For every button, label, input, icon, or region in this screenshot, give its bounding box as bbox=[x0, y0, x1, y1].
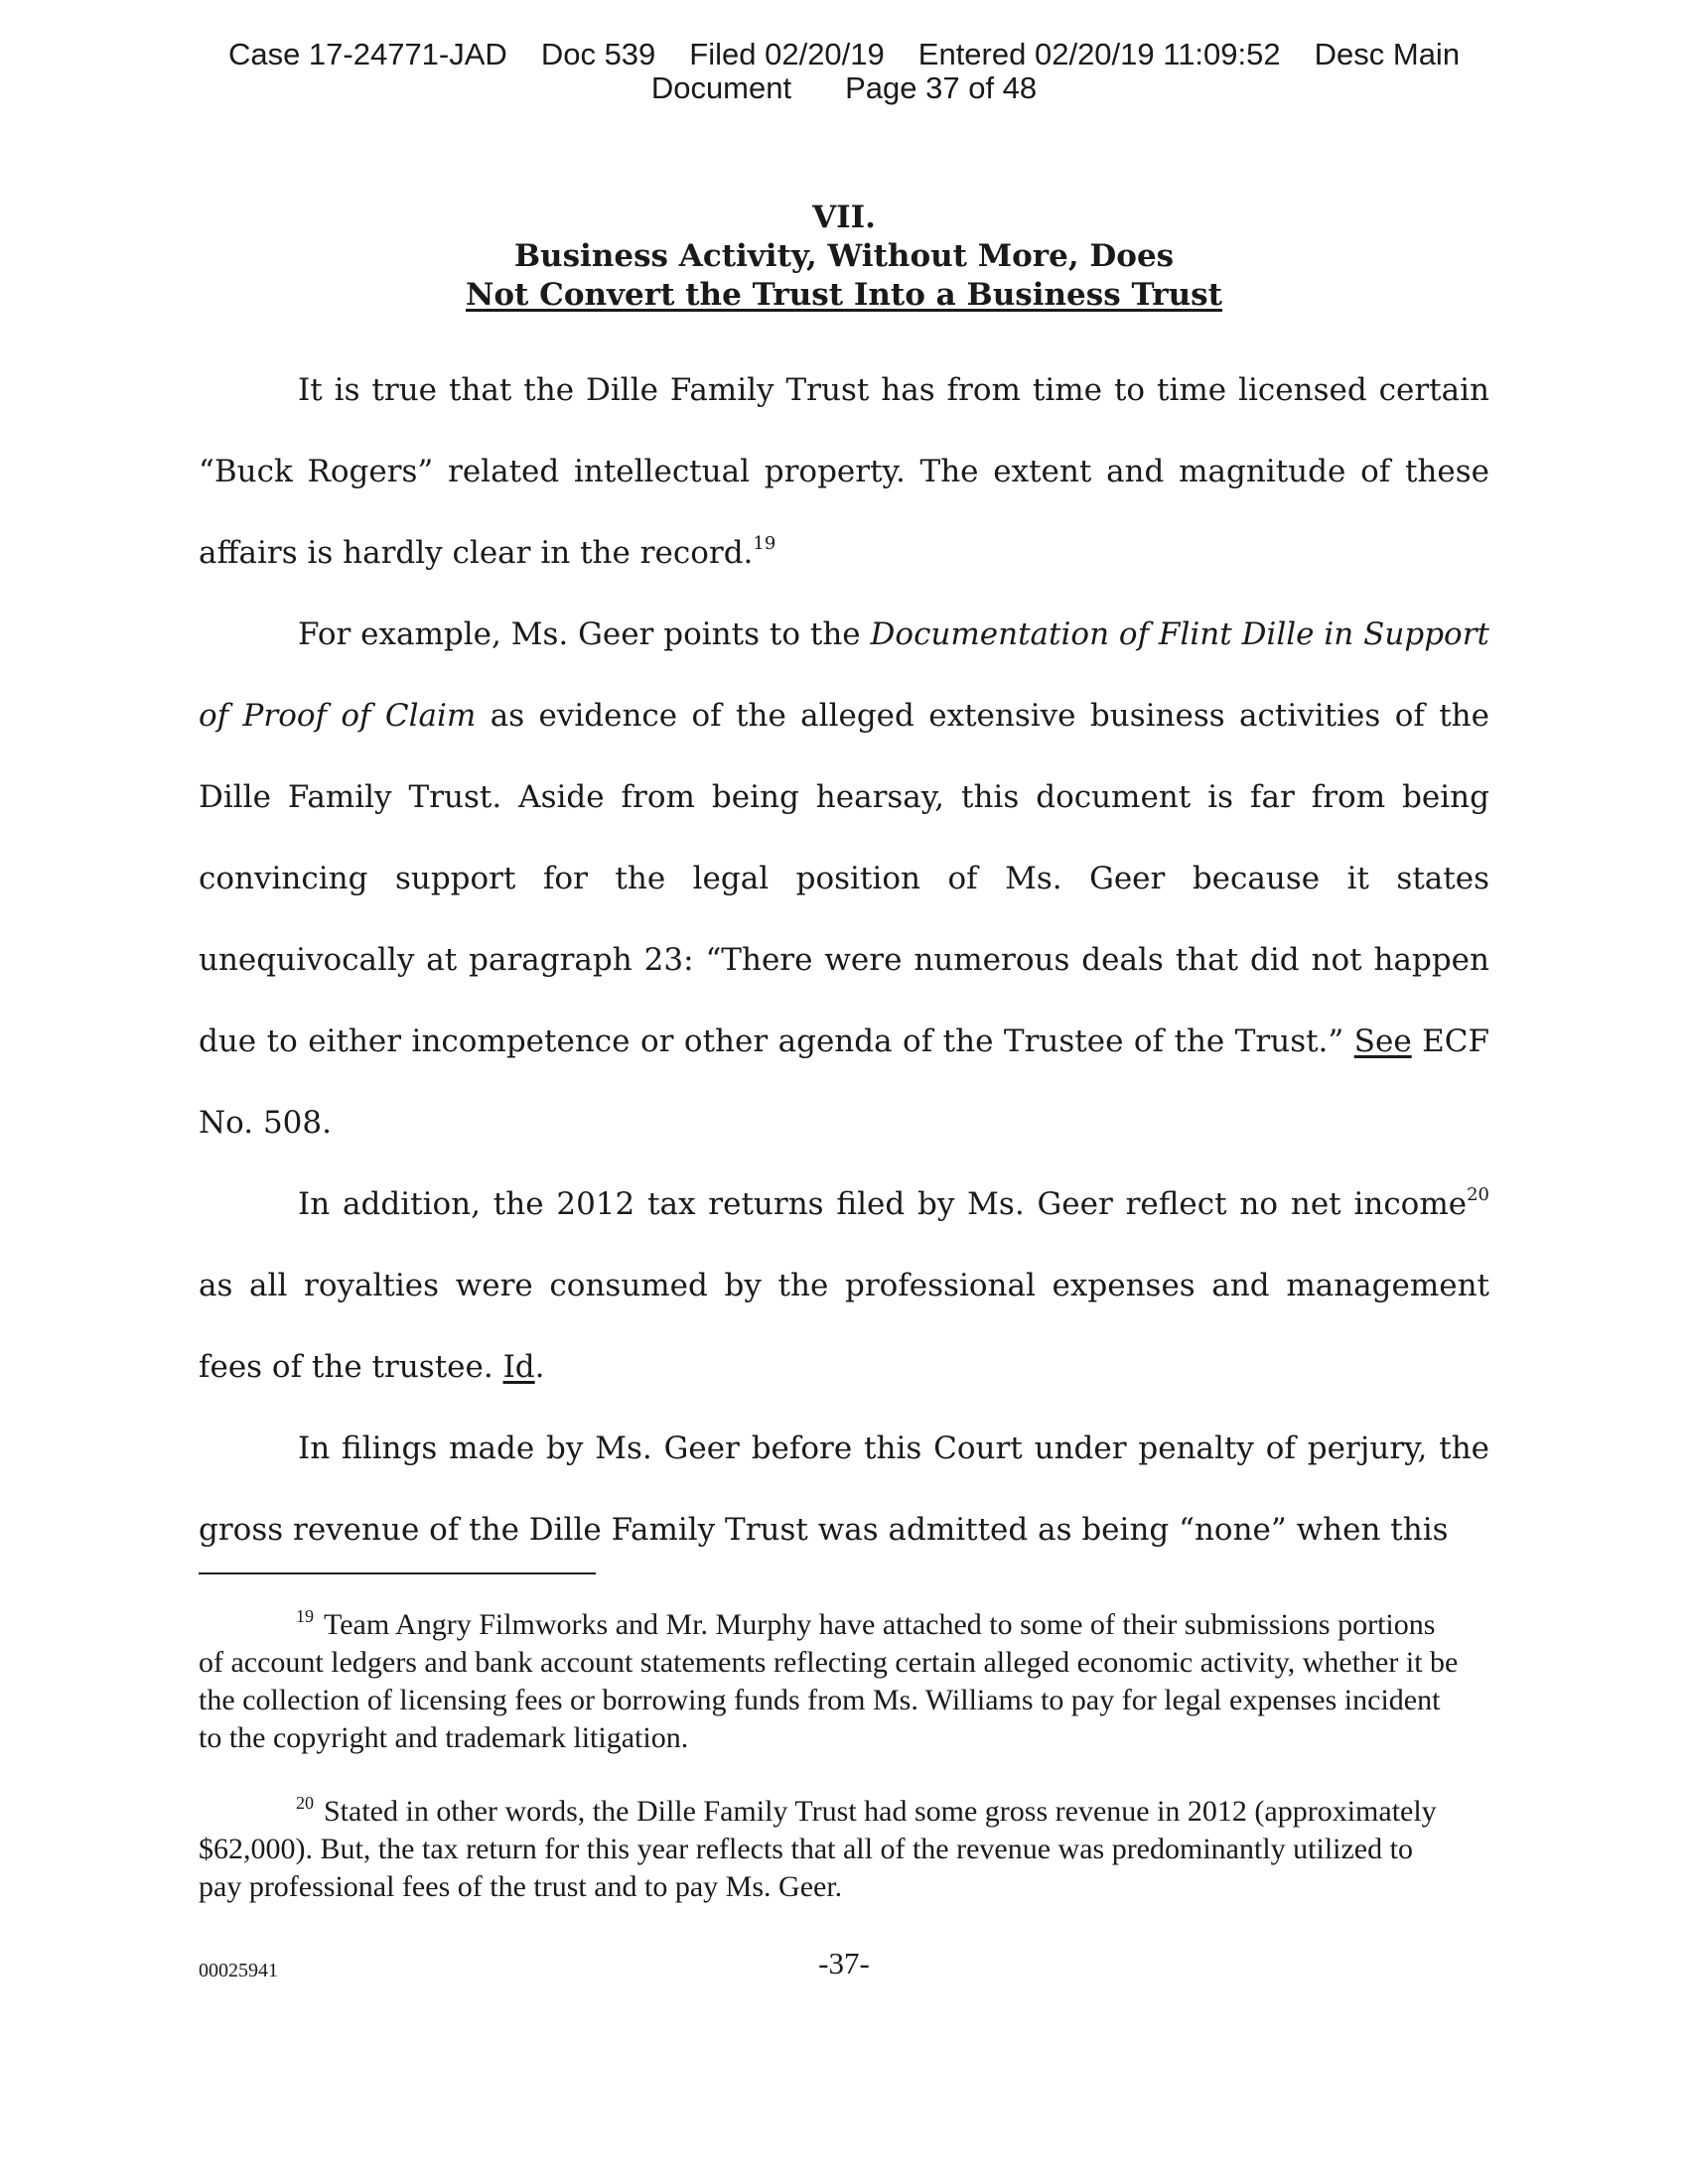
paragraph-2 bbox=[199, 594, 1489, 1163]
footnote-19 bbox=[199, 1606, 1460, 1757]
document-label: Document bbox=[650, 70, 792, 105]
footnote-ref-20: 20 bbox=[1467, 1184, 1489, 1205]
footnote-divider bbox=[199, 1572, 596, 1574]
section-title-line-2: Not Convert the Trust Into a Business Trust bbox=[466, 277, 1222, 313]
document-title-citation: Documentation of Flint Dille in Support of Proof of Claim bbox=[199, 616, 1489, 734]
paragraph-2-text-a: For example, Ms. Geer points to the bbox=[298, 616, 871, 652]
paragraph-3-text-a: In addition, the 2012 tax returns filed by Ms. Geer reflect no net income bbox=[298, 1186, 1468, 1222]
section-number: VII. bbox=[812, 200, 876, 235]
footnote-text: Stated in other words, the Dille Family Trust had some gross revenue in 2012 (approximately $62,000). But, the tax return for this year reflects that all of the revenue was predominantly utilized to pay professional fees of the trust and to pay Ms. Geer. bbox=[199, 1795, 1437, 1903]
see-signal: See bbox=[1353, 1024, 1412, 1059]
paragraph-1 bbox=[199, 349, 1489, 594]
page-indicator: Page 37 of 48 bbox=[845, 70, 1038, 105]
paragraph-3 bbox=[199, 1163, 1489, 1408]
case-number: Case 17-24771-JAD bbox=[227, 37, 507, 71]
paragraph-3-text-c: . bbox=[534, 1349, 545, 1385]
section-title-line-1: Business Activity, Without More, Does bbox=[513, 238, 1175, 274]
footnote-number: 20 bbox=[296, 1793, 314, 1813]
page-number: -37- bbox=[818, 1946, 870, 1980]
paragraph-4 bbox=[199, 1408, 1489, 1570]
footnote-20 bbox=[199, 1793, 1460, 1906]
ecf-filing-header bbox=[0, 38, 1688, 105]
paragraph-3-text-b: as all royalties were consumed by the professional expenses and management fees of the trustee. bbox=[199, 1268, 1489, 1385]
doc-number: Doc 539 bbox=[540, 37, 656, 71]
entered-date: Entered 02/20/19 11:09:52 bbox=[917, 37, 1281, 71]
footnotes bbox=[199, 1606, 1460, 1942]
paragraph-1-text: It is true that the Dille Family Trust has from time to time licensed certain “Buck Rogers” related intellectual property. The extent and magnitude of these affairs is hardly clear in the record. bbox=[199, 372, 1489, 571]
body-text bbox=[199, 349, 1489, 1570]
footnote-text: Team Angry Filmworks and Mr. Murphy have attached to some of their submissions portions of account ledgers and bank account statements reflecting certain alleged economic activity, whether it be the collection of licensing fees or borrowing funds from Ms. Williams to pay for legal expenses incident to the copyright and trademark litigation. bbox=[199, 1608, 1459, 1754]
document-id: 00025941 bbox=[199, 1960, 278, 1981]
header-line-2 bbox=[0, 71, 1688, 105]
paragraph-2-text-b: as evidence of the alleged extensive business activities of the Dille Family Trust. Aside from being hearsay, this document is far from being convincing support for the legal position of Ms. Geer because it states unequivocally at paragraph 23: “There were numerous deals that did not happen due to either incompetence or other agenda of the Trustee of the Trust.” bbox=[199, 698, 1489, 1059]
paragraph-4-text: In filings made by Ms. Geer before this Court under penalty of perjury, the gross revenue of the Dille Family Trust was admitted as being “none” when this bbox=[199, 1431, 1489, 1548]
footnote-ref-19: 19 bbox=[753, 533, 776, 554]
filed-date: Filed 02/20/19 bbox=[689, 37, 885, 71]
footnote-number: 19 bbox=[296, 1606, 314, 1626]
header-line-1 bbox=[0, 38, 1688, 71]
paragraph-2-text-c: ECF No. 508. bbox=[199, 1024, 1489, 1141]
id-signal: Id bbox=[502, 1349, 535, 1385]
section-heading bbox=[0, 199, 1688, 315]
desc-label: Desc Main bbox=[1314, 37, 1461, 71]
